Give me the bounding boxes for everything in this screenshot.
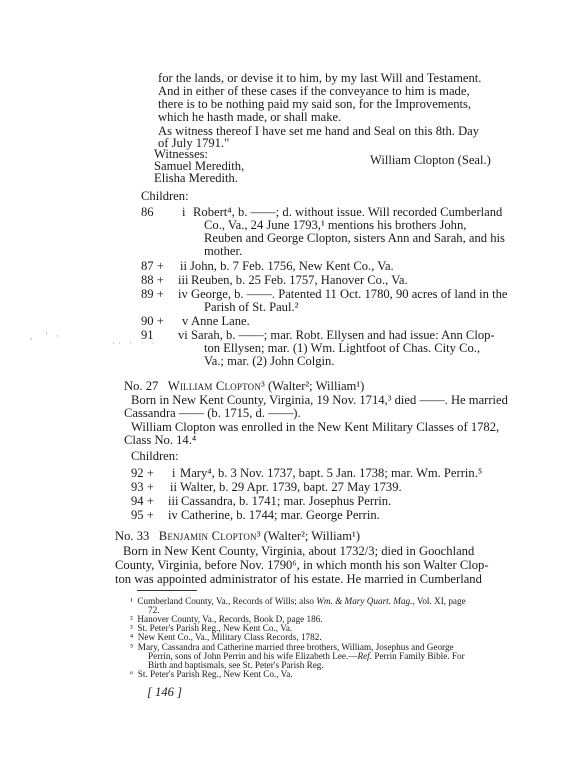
child-line: George, b. ——. Patented 11 Oct. 1780, 90 acres of land in the [191,287,508,301]
child-line: Va.; mar. (2) John Colgin. [204,354,335,368]
footnote-continuation: 72. [148,605,160,615]
footnote: ³ St. Peter's Parish Reg., New Kent Co., Va. [130,623,293,633]
children-heading-2: Children: [131,449,179,463]
child-number: 95 + [131,508,154,522]
scan-mark: ·· · · · [112,338,158,348]
child-marker: iv [178,287,188,301]
child-line: Mary⁴, b. 3 Nov. 1737, bapt. 5 Jan. 1738; mar. Wm. Perrin.⁵ [180,466,483,480]
child-number: 86 [141,205,154,219]
paragraph-line: County, Virginia, before Nov. 1790⁶, in which month his son Walter Clop- [115,558,489,572]
child-marker: ii [170,480,177,494]
child-marker: v [182,314,189,328]
footnote-rule [137,590,197,591]
section-number: No. 33 [115,529,150,543]
footnote: ⁵ Mary, Cassandra and Catherine married three brothers, William, Josephus and George [130,642,454,652]
child-marker: iv [168,508,178,522]
child-number: 94 + [131,494,154,508]
footnote-continuation: Birth and baptismals, see St. Peter's Parish Reg. [148,660,324,670]
paragraph-line: Born in New Kent County, Virginia, 19 Nov. 1714,³ died ——. He married [131,393,508,407]
child-line: mother. [204,244,243,258]
will-line-2: And in either of these cases if the conveyance to him is made, [158,84,470,98]
child-number: 89 + [141,287,164,301]
will-line-4: which he hasth made, or shall make. [158,110,342,124]
paragraph-line: Cassandra —— (b. 1715, d. ——). [124,406,301,420]
will-line-5: As witness thereof I have set me hand and Seal on this 8th. Day [158,124,480,138]
child-marker: vi [178,328,188,342]
child-number: 92 + [131,466,154,480]
footnote: ¹ Cumberland County, Va., Records of Wills; also Wm. & Mary Quart. Mag., Vol. XI, page [130,596,466,606]
child-line: ton Ellysen; mar. (1) Wm. Lightfoot of Chas. City Co., [204,341,481,355]
child-line: John, b. 7 Feb. 1756, New Kent Co., Va. [190,259,394,273]
child-line: Robert⁴, b. ——; d. without issue. Will recorded Cumberland [193,205,503,219]
signature: William Clopton (Seal.) [370,153,491,167]
child-number: 88 + [141,273,164,287]
child-marker: i [182,205,186,219]
child-number: 91 [141,328,154,342]
section-lineage: ³ (Walter²; William¹) [261,379,365,393]
witnesses-label: Witnesses: [154,147,209,161]
child-number: 87 + [141,259,164,273]
child-line: Anne Lane. [191,314,250,328]
section-person-name: William Clopton [167,379,262,393]
child-line: Walter, b. 29 Apr. 1739, bapt. 27 May 1739. [180,480,402,494]
section-33-heading [115,530,360,543]
paragraph-line: William Clopton was enrolled in the New Kent Military Classes of 1782, [131,420,500,434]
child-line: Reuben, b. 25 Feb. 1757, Hanover Co., Va. [191,273,408,287]
footnote: ² Hanover County, Va., Records, Book D, page 186. [130,614,323,624]
child-number: 90 + [141,314,164,328]
scan-mark: , ' · [30,331,62,341]
paragraph-line: Born in New Kent County, Virginia, about 1732/3; died in Goochland [123,544,475,558]
page-number: [ 146 ] [147,685,182,699]
children-heading-1: Children: [141,189,189,203]
witness-2: Elisha Meredith. [154,171,238,185]
will-line-1: for the lands, or devise it to him, by my last Will and Testament. [158,71,482,85]
section-27-heading [124,380,364,393]
will-line-6: of July 1791." [158,136,230,150]
footnote: ⁶ St. Peter's Parish Reg., New Kent Co., Va. [130,669,293,679]
section-lineage: ³ (Walter²; William¹) [256,529,361,543]
section-person-name: Benjamin Clopton [158,529,257,543]
child-marker: i [172,466,176,480]
will-line-3: there is to be nothing paid my said son, for the Improvements, [158,97,472,111]
child-line: Reuben and George Clopton, sisters Ann and Sarah, and his [204,231,505,245]
footnote-continuation: Perrin, sons of John Perrin and his wife Elizabeth Lee.—Ref. Perrin Family Bible. For [148,651,465,661]
child-marker: iii [178,273,189,287]
child-line: Parish of St. Paul.² [204,300,299,314]
child-number: 93 + [131,480,154,494]
child-line: Cassandra, b. 1741; mar. Josephus Perrin. [181,494,392,508]
paragraph-line: Class No. 14.⁴ [124,433,197,447]
section-number: No. 27 [124,379,159,393]
footnote: ⁴ New Kent Co., Va., Military Class Records, 1782. [130,632,322,642]
child-line: Co., Va., 24 June 1793,¹ mentions his brothers John, [204,218,467,232]
paragraph-line: ton was appointed administrator of his estate. He married in Cumberland [115,572,482,586]
child-line: Catherine, b. 1744; mar. George Perrin. [181,508,380,522]
witness-1: Samuel Meredith, [154,159,245,173]
child-line: Sarah, b. ——; mar. Robt. Ellysen and had issue: Ann Clop- [191,328,495,342]
child-marker: ii [180,259,187,273]
child-marker: iii [168,494,179,508]
